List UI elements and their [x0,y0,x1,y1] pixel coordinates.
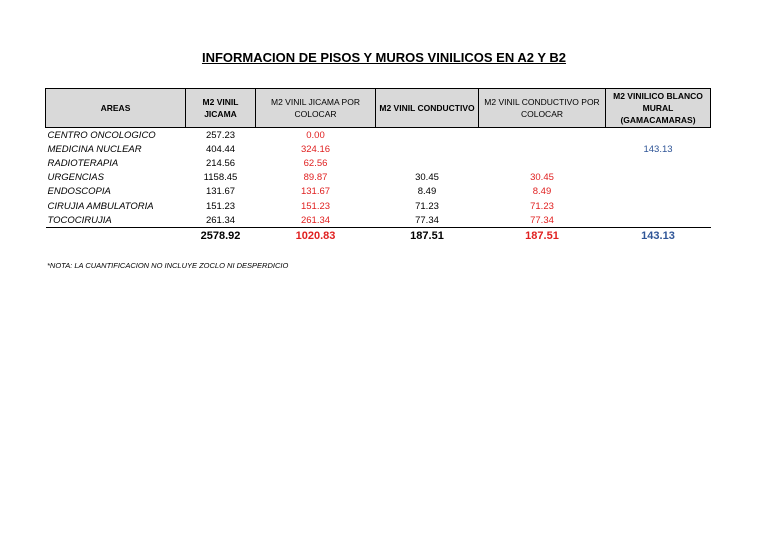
jicama-colocar-cell: 131.67 [300,186,331,198]
header-conductivo-colocar: M2 VINIL CONDUCTIVO POR COLOCAR [479,89,606,128]
total-blanco: 143.13 [606,228,711,245]
conductivo-cell [376,156,479,170]
conductivo-colocar-cell: 30.45 [530,172,554,184]
blanco-cell [606,171,711,185]
table-row [46,185,711,199]
area-cell: ENDOSCOPIA [47,186,111,198]
jicama-cell: 1158.45 [203,172,238,184]
conductivo-colocar-cell [479,128,606,143]
table-row [46,171,711,185]
jicama-colocar-cell: 89.87 [303,172,328,184]
blanco-cell [606,156,711,170]
footnote: *NOTA: LA CUANTIFICACION NO INCLUYE ZOCLO NI DESPERDICIO [47,261,289,270]
header-blanco: M2 VINILICO BLANCO MURAL (GAMACAMARAS) [606,89,711,128]
area-cell: CIRUJIA AMBULATORIA [47,200,154,212]
total-conductivo-colocar: 187.51 [479,228,606,245]
header-jicama-colocar: M2 VINIL JICAMA POR COLOCAR [256,89,376,128]
conductivo-cell: 8.49 [417,186,437,198]
conductivo-colocar-cell [479,142,606,156]
page-title: INFORMACION DE PISOS Y MUROS VINILICOS EN A2 Y B2 [201,50,567,65]
blanco-cell [606,128,711,143]
totals-row [46,228,711,245]
conductivo-cell: 77.34 [415,214,439,226]
jicama-cell: 151.23 [205,200,236,212]
conductivo-cell [376,128,479,143]
jicama-cell: 131.67 [205,186,236,198]
jicama-colocar-cell: 261.34 [300,214,331,226]
area-cell: TOCOCIRUJIA [47,214,112,226]
table-row [46,156,711,170]
table-row [46,128,711,143]
table-row [46,199,711,213]
total-jicama: 2578.92 [186,228,256,245]
jicama-cell: 261.34 [205,214,236,226]
jicama-cell: 257.23 [205,129,236,141]
area-cell: MEDICINA NUCLEAR [47,143,142,155]
totals-label-cell [46,228,186,245]
blanco-cell [606,185,711,199]
jicama-cell: 404.44 [205,143,236,155]
conductivo-colocar-cell: 8.49 [532,186,552,198]
total-jicama-colocar: 1020.83 [256,228,376,245]
area-cell: CENTRO ONCOLOGICO [47,129,156,141]
table-row [46,213,711,228]
conductivo-cell [376,142,479,156]
conductivo-cell: 30.45 [415,172,439,184]
blanco-cell: 143.13 [643,143,673,155]
table-header-row [46,89,711,128]
jicama-colocar-cell: 0.00 [306,129,325,141]
header-conductivo: M2 VINIL CONDUCTIVO [376,89,479,128]
header-jicama: M2 VINIL JICAMA [186,89,256,128]
jicama-colocar-cell: 62.56 [303,157,328,169]
flooring-table [45,88,711,244]
blanco-cell [606,199,711,213]
jicama-cell: 214.56 [205,157,236,169]
header-areas: AREAS [46,89,186,128]
area-cell: URGENCIAS [47,172,104,184]
table-row [46,142,711,156]
conductivo-colocar-cell [479,156,606,170]
jicama-colocar-cell: 151.23 [300,200,331,212]
conductivo-cell: 71.23 [415,200,439,212]
conductivo-colocar-cell: 77.34 [530,214,554,226]
conductivo-colocar-cell: 71.23 [530,200,554,212]
blanco-cell [606,213,711,228]
total-conductivo: 187.51 [376,228,479,245]
jicama-colocar-cell: 324.16 [300,143,331,155]
area-cell: RADIOTERAPIA [47,157,119,169]
